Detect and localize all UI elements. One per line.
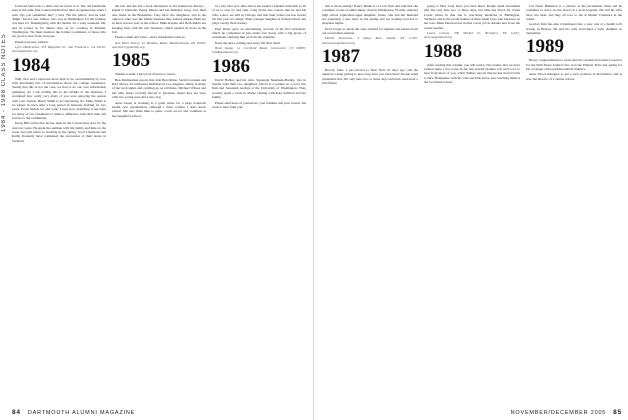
note-paragraph: the bus and she led a book discussion at her hometown library—Inside to Deborah, Penny Mason and her husband, Greg, love their new home in the Berkshires. They have two daughters, and as the option to take over the family business they started outside. Both are in their second year at the school. Mike Kaplan and Beth Rubin are keeping busy with the new business, which opened its doors in the fall.: [112, 4, 206, 35]
note-paragraph: Anne Wood managed to get a new position in Providence and is now the director of a charter school.: [526, 72, 622, 81]
column: [212, 4, 306, 404]
note-paragraph: Don't forget to check the class website for updates and photos from our recent mini-reunion.: [322, 26, 418, 36]
note-paragraph: David Hadley and his wife, Susannah Neumann-Hadley, live in Seattle with their two daughters. David is a partner in a local law firm and Susannah teaches at the University of Washington. They recently spent a week in Maine visiting with Kate Sullivan and her family.: [212, 77, 306, 100]
note-paragraph: Howdy folks. I just moved to New York 10 days ago, and the question I keep getting is how long have you been here? People seem astonished that I'm only here two or three days and have been here a full fifteen.: [322, 68, 418, 86]
class-year-heading: 1988: [424, 40, 462, 62]
right-columns: [322, 4, 622, 404]
page-number: 84: [12, 409, 21, 416]
column: [424, 4, 520, 404]
column: [12, 4, 106, 404]
class-year-heading: 1989: [526, 36, 564, 58]
correspondent-address: Ann Hunt Sherry, 23 Meadow Road, Meadowbrook, PA 19046; ann.sherry@alumni.org: [112, 40, 206, 50]
gutter: [313, 0, 314, 420]
left-columns: [12, 4, 306, 404]
magazine-title: DARTMOUTH ALUMNI MAGAZINE: [27, 410, 136, 416]
right-folio: [511, 409, 622, 416]
note-paragraph: Cal Nessi Hamilton is a partner at the investment bank and he continues to serve on the board of a local hospital. He and his wife have two kids, and they all love to ski at Mount Cranmore in the winter.: [526, 4, 622, 22]
note-paragraph: Doug Hill writes that he has been in the Connecticut area for the past few years. He spent the summer with his family and time on the water and will return to teaching in the spring. Scott Lindstrom and Kathy Donnelly have completed the renovation of their house in Vermont.: [12, 121, 106, 143]
left-folio: [12, 409, 135, 416]
correspondent-address: Laura Greene, 300 Market St., Brooklyn, NY 11231; lgreene@alumni.org: [424, 31, 520, 40]
note-paragraph: Anne Green is working as a grant writer for a large nonprofit health care organization, although I must confess I don't know where! She also finds time to paint, coach soccer and volunteer at her daughter's school.: [112, 100, 206, 118]
note-paragraph: Paul Davis gave an entertaining account of his first marathon, which he completed in just under four hours with a big group of classmates cheering him on from the sidelines.: [212, 26, 306, 40]
correspondent-address: Brad Kamp, 12 Cornfield Road, Greenwich, CT 06830; bradk@alumni.org: [212, 46, 306, 55]
note-paragraph: Keep the news coming and enjoy the New Year!: [215, 40, 281, 45]
correspondent-address: Lynn Haberstock, 455 Magellan St., San Francisco, CA 94116; lynnh@alumni.org: [12, 45, 106, 54]
note-paragraph: After reading this column, you will notice, I'm certain, that we have written quite a few notes in the last several months, but we'd love to hear from more of you. Chris Walker reports that he has moved back to New Hampshire with his wife and kids and is now teaching math at the local high school.: [424, 62, 520, 85]
right-page: [318, 0, 628, 420]
note-paragraph: Please note new address.: [15, 39, 49, 44]
note-paragraph: that is more tasting? Nancy Burke is at a law firm and said that she continues to run a toddler music class in Tallahassee, Florida, with her high school sophomore-aged daughter, Jessie. She and her husband are expecting a new baby in the spring and are looking forward to sleepless nights.: [322, 4, 418, 26]
note-paragraph: Well, first and I expected more mail to be overwhelming by now with interesting bits of information about our college classmates. Seeing that this is not the case, we had to do our own information gathering. As I am writing this in the middle of the holidays, I wondered how really very many of you were enjoying the season with your friends. Bruce Smith is in Gettysburg, Pa. Mike Thiele is no longer in town after a long period in between drafting for two years. From friends far and wide, I hear how gratifying it has been for many of our classmates to make a difference with their time and service to the community.: [12, 76, 106, 120]
section-tab: 1984 - 1988 CLASS NOTES: [1, 33, 7, 132]
class-year-heading: 1986: [212, 55, 250, 77]
note-paragraph: Thanks to mail, I have lots of news to report.: [115, 72, 176, 77]
left-page: [0, 0, 310, 420]
class-year-heading: 1987: [322, 46, 360, 68]
note-paragraph: followed him back to table and sat down at it. The old handsome man at the table first looked alarmed but then recognized me when I said, 'Do you remember me?' I said, 'I'm the editor,' and he said, 'Right.' Knox's son, Simon, who was in Washington for the holiday, was here for Thanksgiving with his mother for a long weekend. Oh, and he joined us for dinner later on for working in Kiribati, Washington. We must mention the former roommates of those who are good to hear from everyone.: [12, 4, 106, 39]
note-paragraph: Ben Zimmerman reports that Josh Ben Dillon, Sarah Lorenzen and Kurt Moore all celebrated birthdays in Los Angeles, taking in many of the local sights and catching up on old times. Michael Wilson and his wife, Anne, recently moved to Spokane, where they are busy with two young sons and a new dog.: [112, 77, 206, 100]
note-paragraph: Gordon Kim has also transitioned into a new role at a health tech startup in Boston. He and his wife welcomed a baby daughter in September.: [526, 22, 622, 36]
note-paragraph: Please e-mail and write—more information with us.: [115, 35, 186, 40]
note-paragraph: going to How long have you been here? People seem astonished that I'm only here two or three days, but time has flown by. Sarah Lewis writes in that she is practicing medicine in Burlington, Vermont, and is the proud mother of three small boys who keep her on her toes. Mark Peterson has started a new job in Atlanta and loves the warm weather.: [424, 4, 520, 30]
class-year-heading: 1984: [12, 54, 50, 76]
correspondent-address: Daniel Stevenson, 4 Kings Row, Island, NY 11795; dstevenson@alumni.org: [322, 36, 418, 45]
column: [322, 4, 418, 404]
note-paragraph: in a city near you, then Aaron has issued a blanket invitation to all of us to stop by and visit. Greg Stone also reports that he and his wife, Laura, are still in Chicago and that their oldest son has started his first year of college. Their younger daughter is in high school and plays varsity field hockey.: [212, 4, 306, 26]
column: [112, 4, 206, 404]
note-paragraph: Heavy congratulations to Gene Arnold, a health and science reporter for the Wall Street Journal who won the Pulitzer Prize last spring for his coverage of the pharmaceutical industry.: [526, 58, 622, 72]
class-year-heading: 1985: [112, 50, 150, 72]
column: [526, 4, 622, 404]
note-paragraph: Please send news of yourselves, your families and your travels. We want to hear from you!: [212, 100, 306, 109]
page-number: 85: [613, 409, 622, 416]
issue-date: NOVEMBER/DECEMBER 2005: [510, 410, 607, 416]
